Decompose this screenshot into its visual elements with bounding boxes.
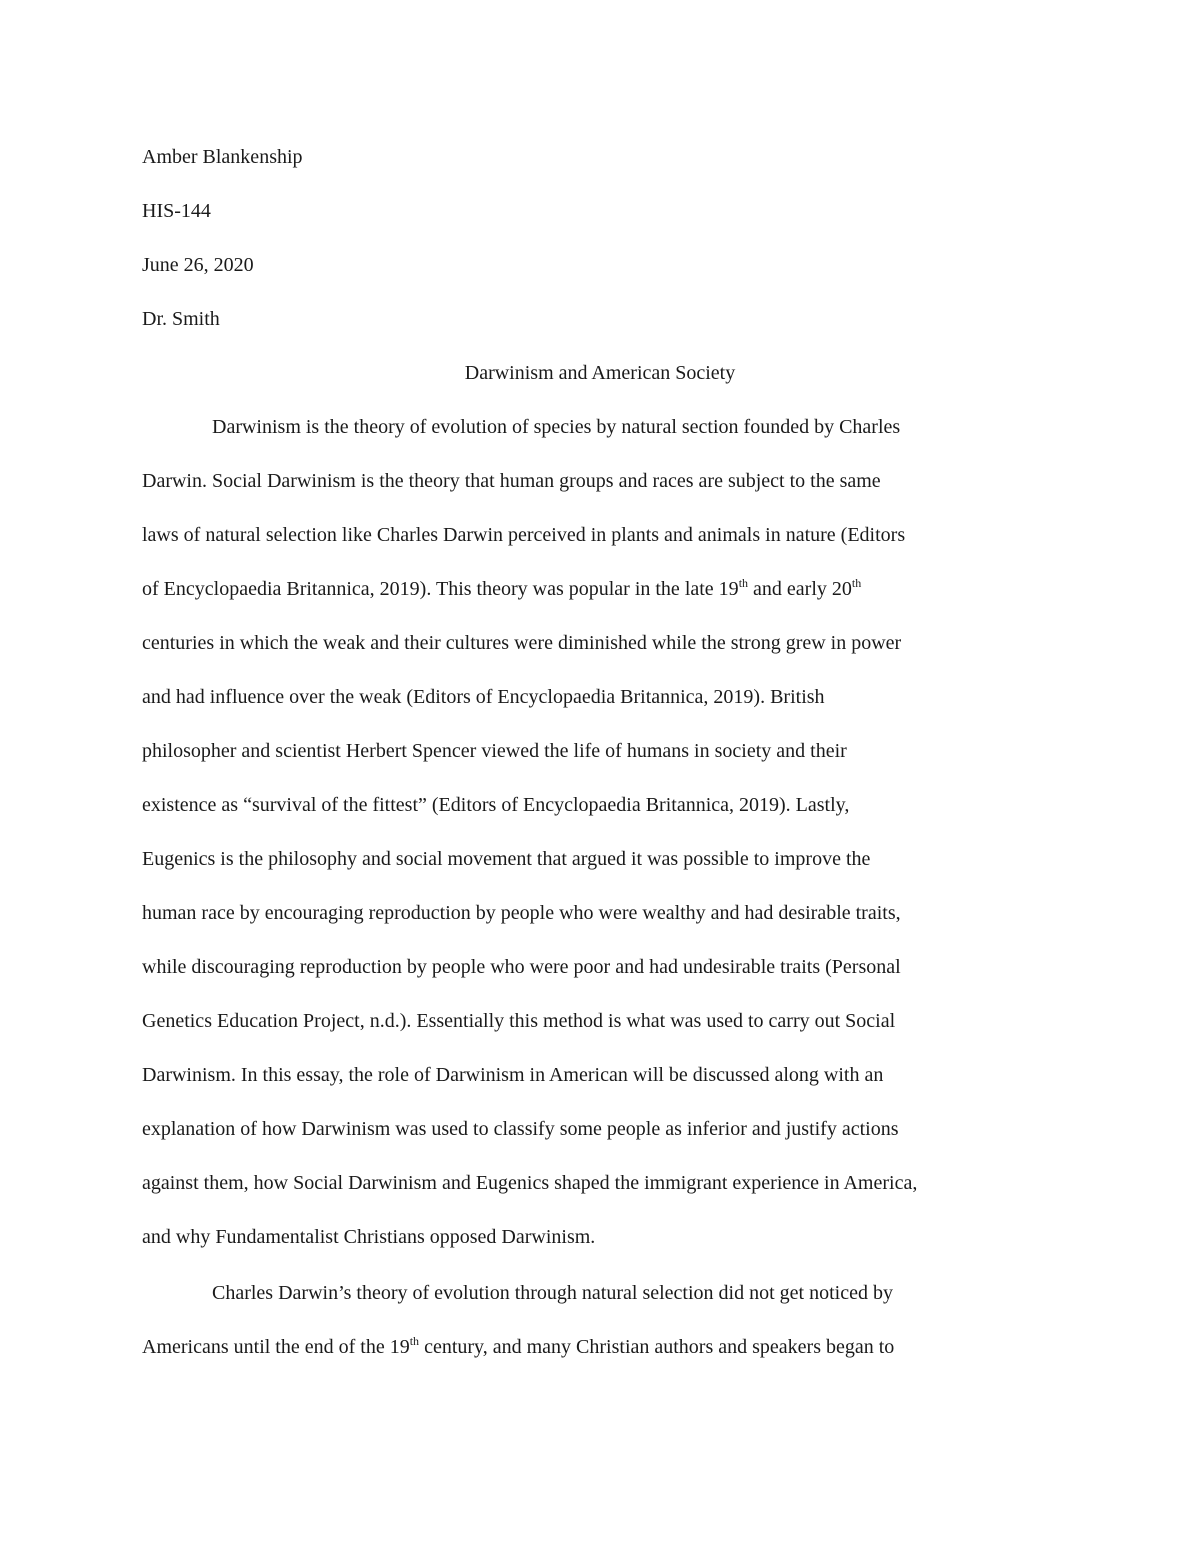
paragraph-1-line-3: laws of natural selection like Charles Darwin perceived in plants and animals in nature (Editors	[142, 524, 906, 546]
superscript-th: th	[409, 1334, 420, 1348]
paragraph-1-line-11: while discouraging reproduction by people who were poor and had undesirable traits (Personal	[142, 956, 901, 978]
author-name: Amber Blankenship	[142, 146, 303, 168]
paragraph-1-line-1: Darwinism is the theory of evolution of species by natural section founded by Charles	[212, 416, 901, 438]
paragraph-1-line-16: and why Fundamentalist Christians opposed Darwinism.	[142, 1226, 596, 1248]
superscript-th: th	[738, 576, 749, 590]
paragraph-1-line-10: human race by encouraging reproduction by people who were wealthy and had desirable traits,	[142, 902, 901, 924]
line-4-text-a: of Encyclopaedia Britannica, 2019). This theory was popular in the late 19	[142, 578, 739, 600]
paragraph-1-line-13: Darwinism. In this essay, the role of Darwinism in American will be discussed along with an	[142, 1064, 884, 1086]
paragraph-1-line-2: Darwin. Social Darwinism is the theory that human groups and races are subject to the same	[142, 470, 881, 492]
instructor-name: Dr. Smith	[142, 308, 220, 330]
paragraph-2-line-2	[142, 1335, 894, 1359]
line-2-text-a: Americans until the end of the 19	[142, 1336, 410, 1358]
paragraph-1-line-15: against them, how Social Darwinism and Eugenics shaped the immigrant experience in America,	[142, 1172, 918, 1194]
line-2-text-b: century, and many Christian authors and speakers began to	[419, 1336, 895, 1358]
essay-date: June 26, 2020	[142, 254, 254, 276]
paragraph-2-line-1: Charles Darwin’s theory of evolution through natural selection did not get noticed by	[212, 1282, 893, 1304]
paragraph-1-line-14: explanation of how Darwinism was used to classify some people as inferior and justify actions	[142, 1118, 899, 1140]
course-code: HIS-144	[142, 200, 211, 222]
superscript-th: th	[851, 576, 862, 590]
paragraph-1-line-9: Eugenics is the philosophy and social movement that argued it was possible to improve the	[142, 848, 871, 870]
paragraph-1-line-4	[142, 577, 861, 601]
essay-title: Darwinism and American Society	[464, 362, 736, 384]
paragraph-1-line-7: philosopher and scientist Herbert Spencer viewed the life of humans in society and their	[142, 740, 847, 762]
line-4-text-b: and early 20	[748, 578, 852, 600]
paragraph-1-line-5: centuries in which the weak and their cultures were diminished while the strong grew in power	[142, 632, 902, 654]
paragraph-1-line-12: Genetics Education Project, n.d.). Essentially this method is what was used to carry out Social	[142, 1010, 896, 1032]
paragraph-1-line-8: existence as “survival of the fittest” (Editors of Encyclopaedia Britannica, 2019). Lastly,	[142, 794, 850, 816]
paragraph-1-line-6: and had influence over the weak (Editors of Encyclopaedia Britannica, 2019). British	[142, 686, 825, 708]
